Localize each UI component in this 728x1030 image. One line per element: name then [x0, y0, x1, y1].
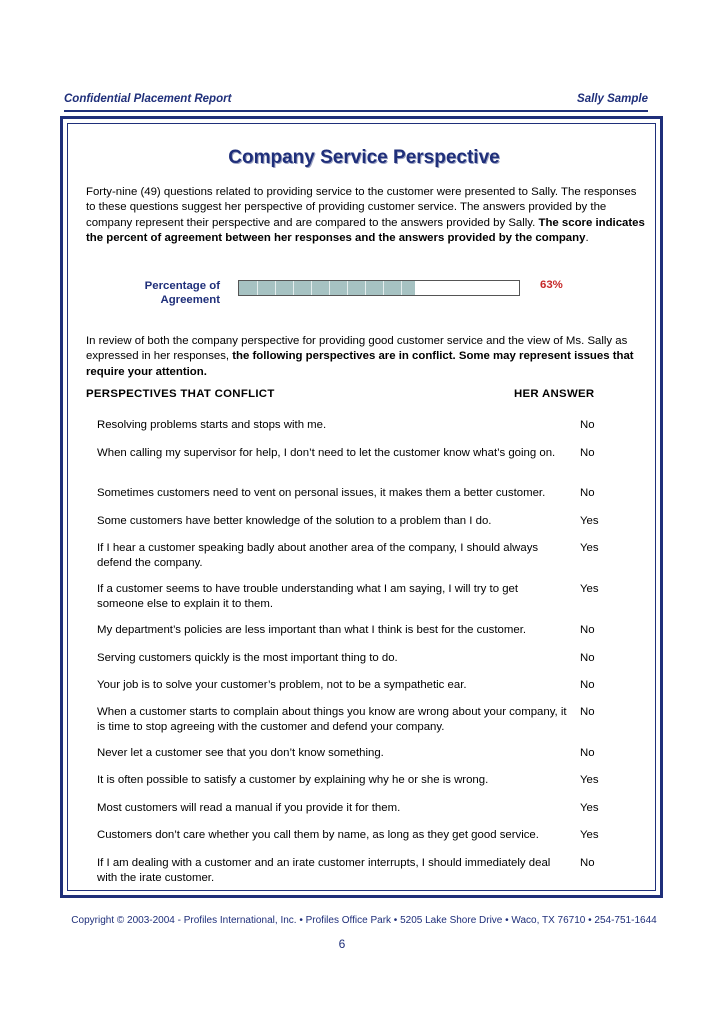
conflict-statement: When calling my supervisor for help, I don’t need to let the customer know what’s going on. [97, 447, 556, 459]
conflict-statement: If I am dealing with a customer and an irate customer interrupts, I should immediately deal with the irate customer. [97, 857, 551, 885]
her-answer: No [580, 487, 595, 499]
conflict-statement: Customers don’t care whether you call them by name, as long as they get good service. [97, 829, 539, 841]
agreement-bar-segment [311, 281, 312, 295]
candidate-name: Sally Sample [577, 93, 648, 105]
agreement-label: Percentage of Agreement [144, 280, 220, 306]
agreement-bar [238, 280, 520, 296]
conflict-statement: Your job is to solve your customer’s problem, not to be a sympathetic ear. [97, 679, 467, 691]
conflict-statement: Sometimes customers need to vent on personal issues, it makes them a better customer. [97, 487, 546, 499]
agreement-bar-segment [383, 281, 384, 295]
her-answer: No [580, 419, 595, 431]
her-answer: Yes [580, 583, 599, 595]
conflict-column-header: PERSPECTIVES THAT CONFLICT [86, 388, 275, 400]
her-answer: No [580, 679, 595, 691]
conflict-statement: If a customer seems to have trouble understanding what I am saying, I will try to get someone else to explain it to them. [97, 583, 519, 611]
page-number: 6 [338, 937, 346, 951]
section-title: Company Service Perspective [228, 147, 500, 168]
her-answer: Yes [580, 515, 599, 527]
her-answer: Yes [580, 542, 599, 554]
conflict-statement: Most customers will read a manual if you provide it for them. [97, 802, 401, 814]
conflict-statement: Resolving problems starts and stops with me. [97, 419, 327, 431]
conflict-statement: Serving customers quickly is the most important thing to do. [97, 652, 398, 664]
header-rule [64, 110, 648, 112]
her-answer: No [580, 857, 595, 869]
conflict-statement: If I hear a customer speaking badly about another area of the company, I should always defend the company. [97, 542, 539, 570]
review-text: In review of both the company perspective for providing good customer service and the view of Ms. Sally as expressed in her responses, [86, 335, 628, 363]
review-bold-text: the following perspectives are in conflict. Some may represent issues that require your attention. [86, 350, 634, 378]
her-answer: Yes [580, 829, 599, 841]
conflict-statement: Some customers have better knowledge of the solution to a problem than I do. [97, 515, 492, 527]
answer-column-header: HER ANSWER [514, 388, 595, 400]
agreement-bar-fill [239, 281, 415, 295]
agreement-bar-segment [293, 281, 294, 295]
intro-bold-text: The score indicates the percent of agreement between her responses and the answers provided by the company [86, 216, 645, 244]
her-answer: No [580, 624, 595, 636]
conflict-statement: Never let a customer see that you don’t know something. [97, 747, 384, 759]
review-paragraph [86, 334, 646, 380]
agreement-bar-segment [329, 281, 330, 295]
agreement-bar-segment [275, 281, 276, 295]
agreement-bar-segment [365, 281, 366, 295]
intro-end: . [585, 231, 589, 244]
her-answer: No [580, 747, 595, 759]
conflict-statement: It is often possible to satisfy a customer by explaining why he or she is wrong. [97, 774, 489, 786]
copyright-footer: Copyright © 2003-2004 - Profiles International, Inc. • Profiles Office Park • 5205 Lake Shore Drive • Waco, TX 76710 • 254-751-1644 [71, 915, 657, 926]
conflict-statement: My department’s policies are less important than what I think is best for the customer. [97, 624, 527, 636]
agreement-bar-segment [401, 281, 402, 295]
agreement-percent: 63% [540, 279, 563, 291]
conflict-statement: When a customer starts to complain about things you know are wrong about your company, it is time to stop agreeing with the customer and defend your company. [97, 706, 567, 734]
intro-paragraph [86, 185, 646, 246]
agreement-bar-segment [347, 281, 348, 295]
her-answer: No [580, 706, 595, 718]
intro-text: Forty-nine (49) questions related to providing service to the customer were presented to Sally. The responses to these questions suggest her perspective of providing customer service. The answers provided by the company represent their perspective and are compared to the answers provided by Sally. [86, 186, 637, 229]
her-answer: No [580, 447, 595, 459]
agreement-bar-segment [257, 281, 258, 295]
her-answer: No [580, 652, 595, 664]
her-answer: Yes [580, 802, 599, 814]
her-answer: Yes [580, 774, 599, 786]
report-title: Confidential Placement Report [64, 93, 232, 105]
